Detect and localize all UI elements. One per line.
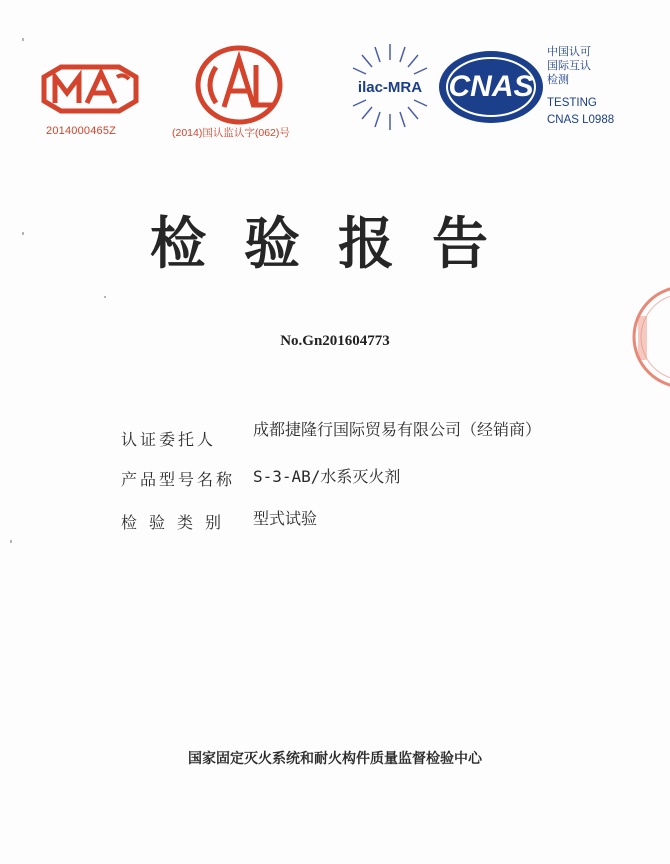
cma-code: 2014000465Z bbox=[46, 125, 117, 137]
cnas-text-line: 中国认可 bbox=[547, 46, 591, 58]
cnas-mark-icon bbox=[436, 48, 546, 126]
scan-speck bbox=[104, 296, 106, 298]
cnas-accreditation-number: CNAS L0988 bbox=[547, 114, 615, 126]
cnas-testing-label: TESTING bbox=[547, 97, 597, 109]
cma-logo bbox=[41, 63, 139, 115]
inspection-type-label: 检验类别 bbox=[121, 513, 234, 532]
cma-mark-icon bbox=[41, 63, 139, 115]
client-label: 认证委托人 bbox=[121, 430, 217, 449]
scan-speck bbox=[22, 232, 24, 235]
scan-speck bbox=[10, 540, 12, 543]
client-value: 成都捷隆行国际贸易有限公司（经销商） bbox=[253, 420, 542, 439]
cnas-logo bbox=[436, 48, 546, 126]
cal-code: (2014)国认监认字(062)号 bbox=[172, 127, 290, 139]
svg-text:ilac-MRA: ilac-MRA bbox=[357, 79, 423, 96]
scan-speck bbox=[22, 38, 24, 41]
product-model-label: 产品型号名称 bbox=[121, 470, 236, 489]
ilac-mra-mark-icon bbox=[343, 40, 437, 134]
cal-mark-icon bbox=[194, 45, 284, 125]
report-number: No.Gn201604773 bbox=[280, 333, 390, 349]
product-model-value: S-3-AB/水系灭火剂 bbox=[253, 467, 401, 486]
ilac-mra-logo bbox=[343, 40, 437, 134]
cnas-text-line: 检测 bbox=[547, 74, 569, 86]
report-title: 检验报告 bbox=[150, 212, 526, 277]
cal-logo bbox=[194, 45, 284, 125]
cnas-text-line: 国际互认 bbox=[547, 60, 591, 72]
partial-red-seal-icon bbox=[614, 282, 670, 392]
issuing-organization: 国家固定灭火系统和耐火构件质量监督检验中心 bbox=[188, 751, 482, 767]
svg-text:CNAS: CNAS bbox=[448, 70, 534, 103]
inspection-type-value: 型式试验 bbox=[253, 509, 318, 528]
